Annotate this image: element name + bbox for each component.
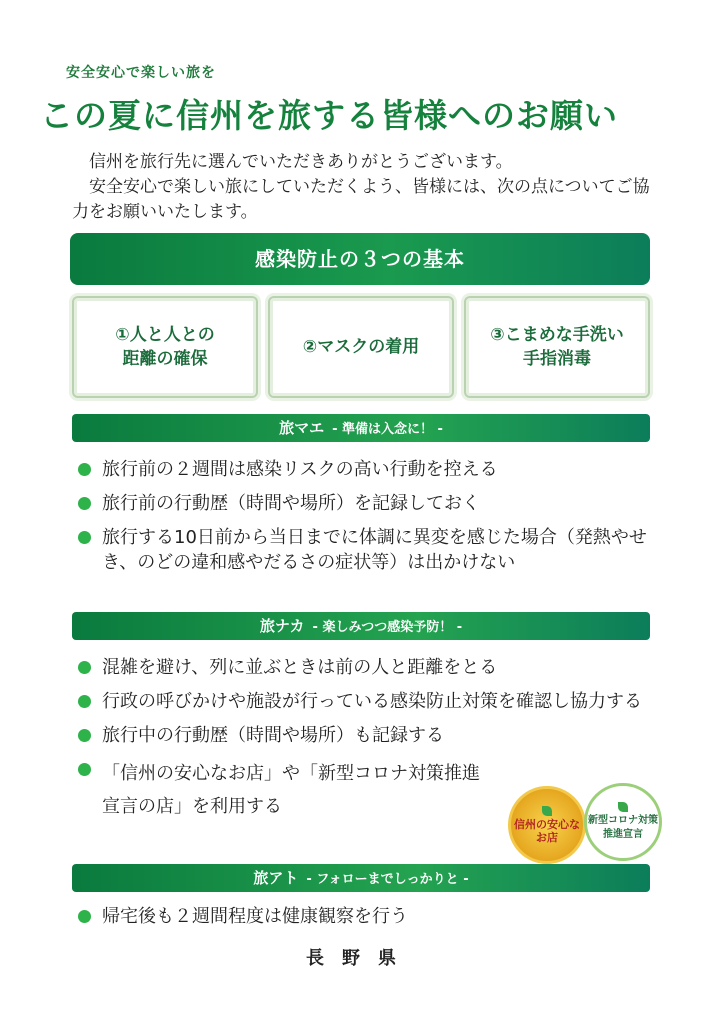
basic-mask-label: ②マスクの着用 [302,337,420,357]
intro-text [72,150,662,225]
list-item: 旅行中の行動歴（時間や場所）も記録する [76,723,622,748]
basic-distance-box [72,296,258,398]
basic-mask-box [268,296,454,398]
list-item: 帰宅後も２週間程度は健康観察を行う [76,904,666,929]
intro-line-2: 安全安心で楽しい旅にしていただくよう、皆様には、次の点についてご協力をお願いいたします。 [72,177,650,222]
intro-line-1: 信州を旅行先に選んでいただきありがとうございます。 [89,152,513,172]
section-during-list [76,655,642,832]
basic-handwash-label: ③こまめな手洗い 手指消毒 [490,325,624,369]
list-item: 混雑を避け、列に並ぶときは前の人と距離をとる [76,655,622,680]
basics-banner: 感染防止の３つの基本 [70,233,650,285]
bullet-icon [78,729,91,742]
section-after-header [72,864,650,892]
corona-declaration-badge: 新型コロナ対策推進宣言 [584,783,662,861]
bullet-icon [78,763,91,776]
bullet-icon [78,463,91,476]
section-during-header [72,612,650,640]
section-after-subtitle: - フォローまでしっかりと - [306,872,469,887]
list-item: 旅行する10日前から当日までに体調に異変を感じた場合（発熱やせき、のどの違和感やだるさの症状等）は出かけない [76,525,666,575]
section-after-list [76,904,666,938]
section-during-subtitle: - 楽しみつつ感染予防！ - [312,620,463,635]
section-before-header [72,414,650,442]
section-before-title: 旅マエ [279,419,325,437]
section-during-title: 旅ナカ [259,617,305,635]
list-item: 旅行前の２週間は感染リスクの高い行動を控える [76,457,666,482]
list-item: 「信州の安心なお店」や「新型コロナ対策推進宣言の店」を利用する [76,757,496,823]
list-item: 旅行前の行動歴（時間や場所）を記録しておく [76,491,666,516]
issuer-name: 長野県 [306,948,414,969]
section-before-subtitle: - 準備は入念に！ - [332,422,443,437]
leaf-icon [542,806,552,816]
bullet-icon [78,531,91,544]
basic-handwash-box [464,296,650,398]
basic-distance-label: ①人と人との 距離の確保 [115,325,215,369]
bullet-icon [78,910,91,923]
section-after-title: 旅アト [253,869,299,887]
shinshu-safe-shop-badge: 信州の安心なお店 [508,786,586,864]
bullet-icon [78,661,91,674]
bullet-icon [78,695,91,708]
page-title: この夏に信州を旅する皆様へのお願い [40,96,618,135]
tagline: 安全安心で楽しい旅を [66,65,216,81]
list-item: 行政の呼びかけや施設が行っている感染防止対策を確認し協力する [76,689,642,714]
leaf-icon [618,802,628,812]
section-before-list [76,457,666,584]
bullet-icon [78,497,91,510]
